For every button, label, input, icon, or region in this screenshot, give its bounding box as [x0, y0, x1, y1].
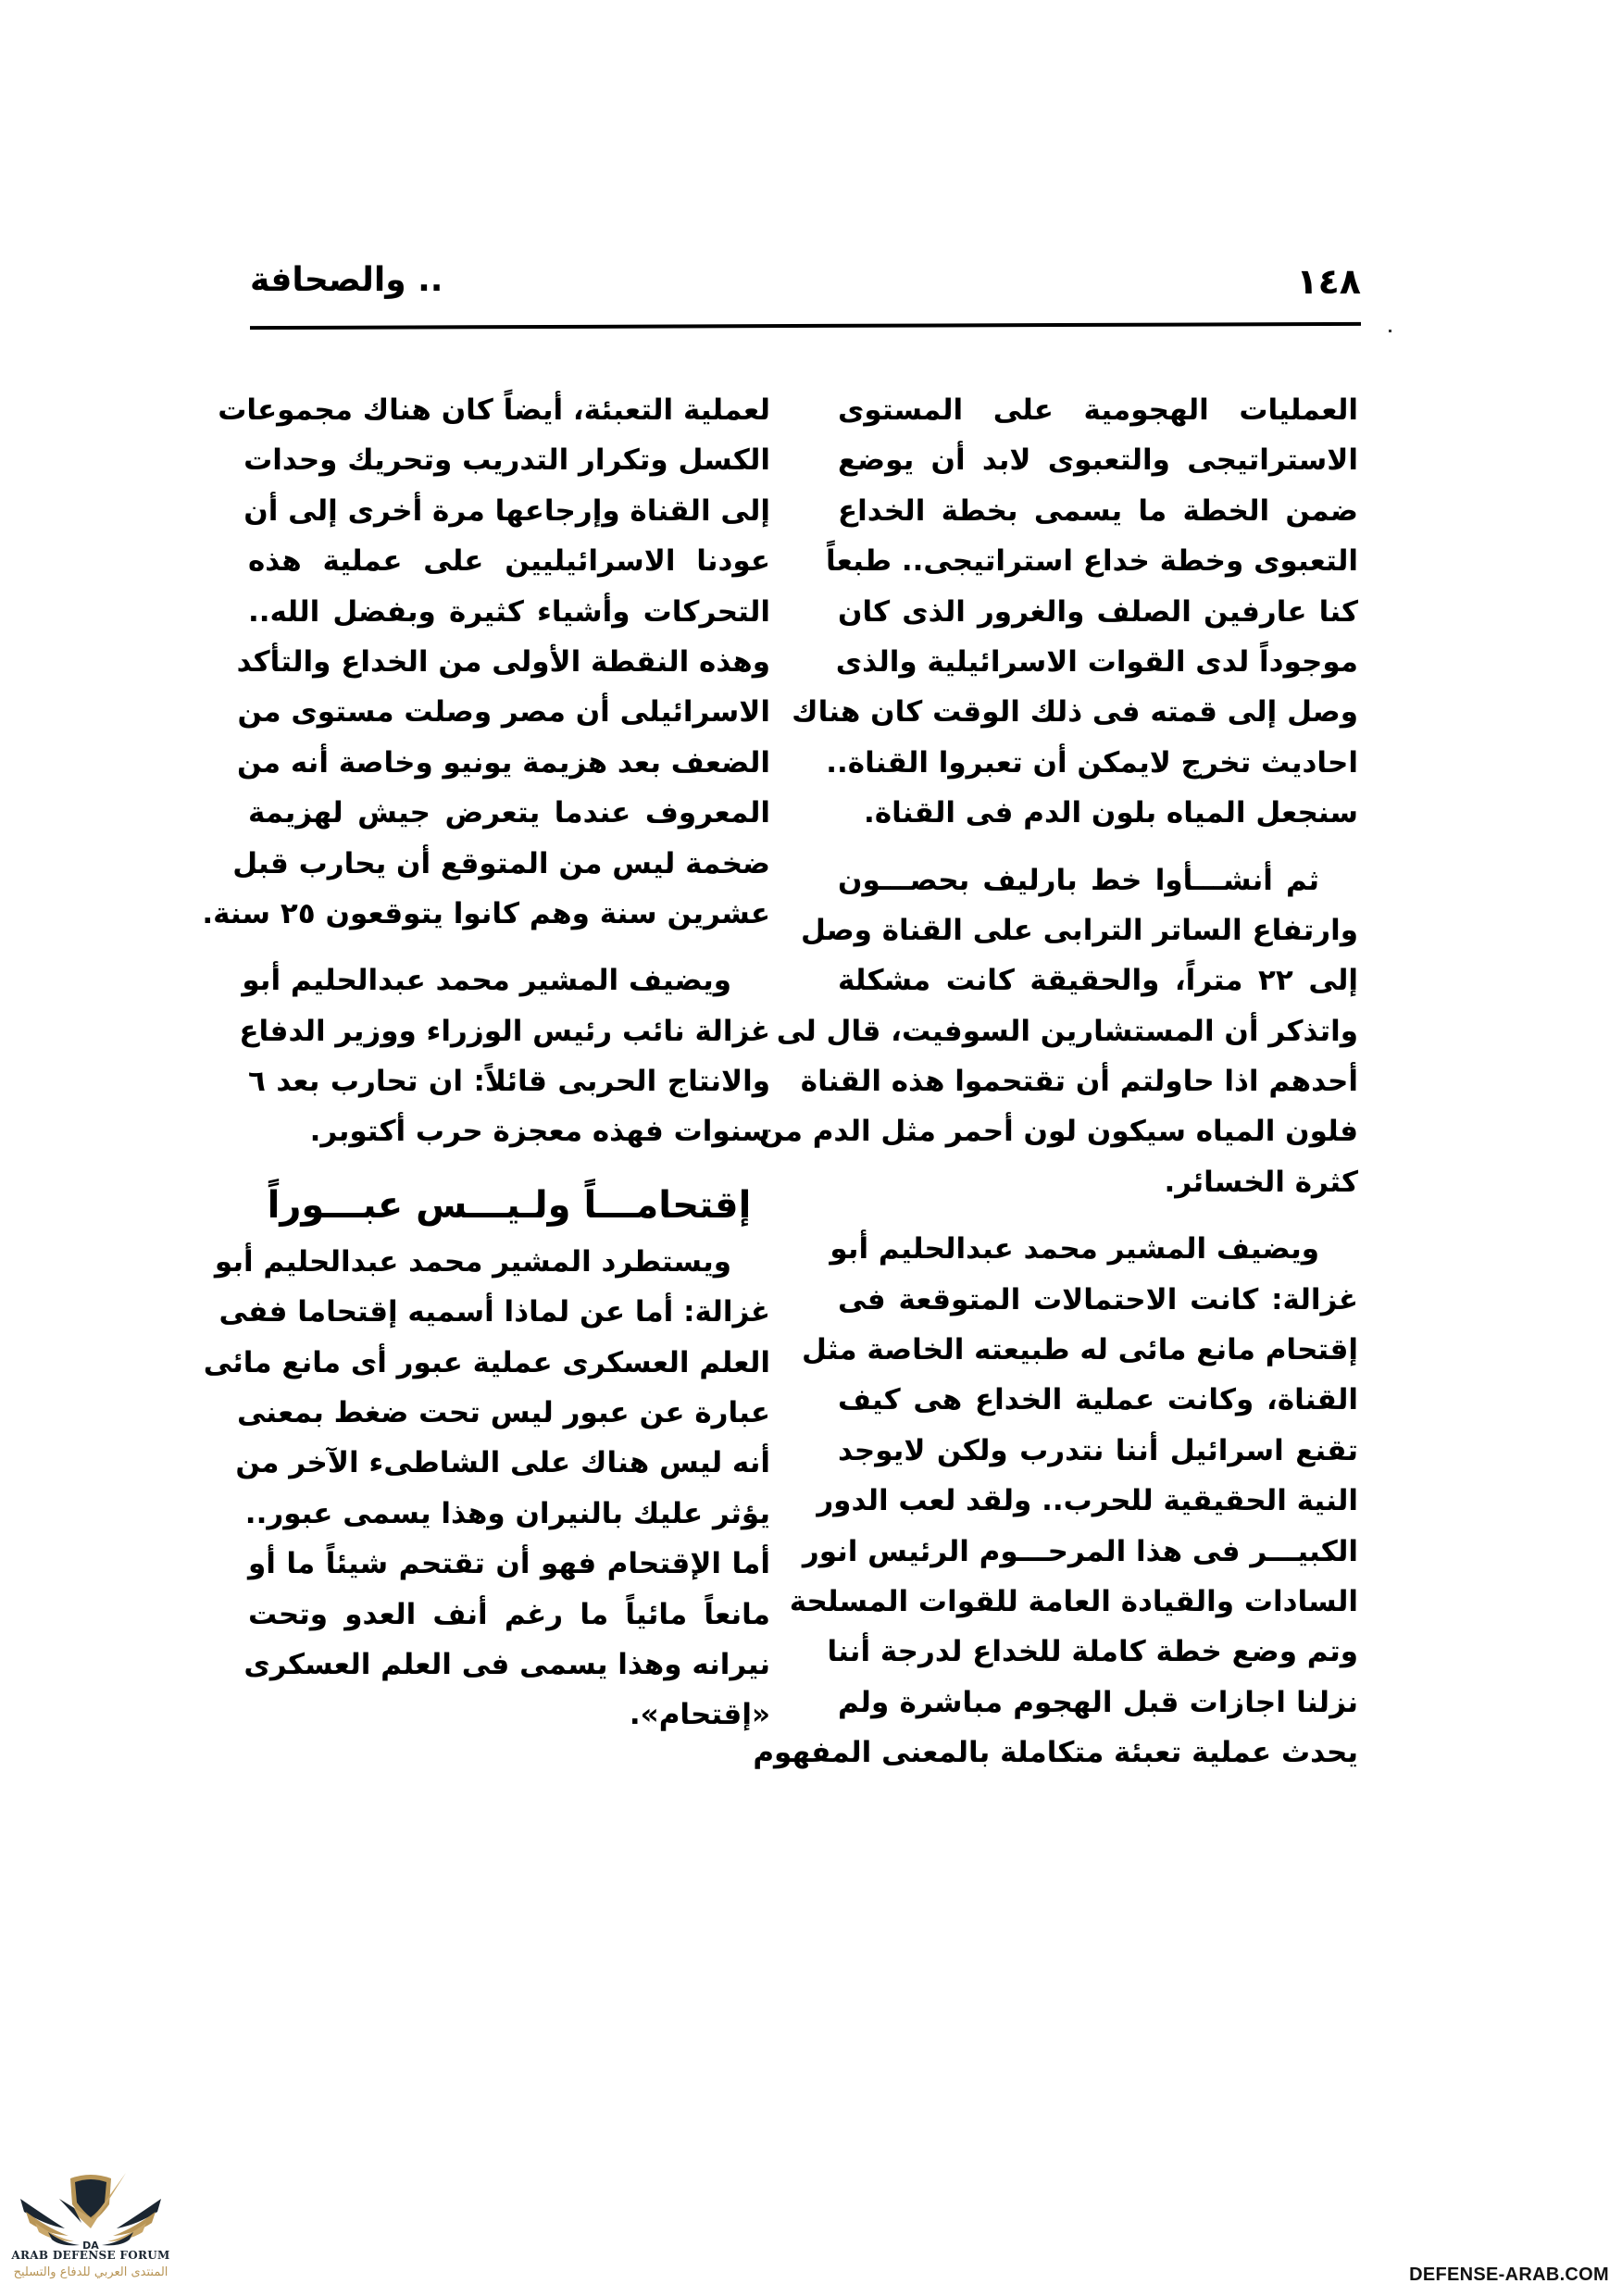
site-watermark: DEFENSE-ARAB.COM [1409, 2265, 1609, 2285]
text-line: ضخمة ليس من المتوقع أن يحارب قبل [232, 846, 770, 880]
text-line: إقتحام مانع مائى له طبيعته الخاصة مثل [802, 1333, 1358, 1367]
text-line: غزالة: أما عن لماذا أسميه إقتحاما ففى [218, 1295, 770, 1329]
text-line: «إقتحام». [629, 1698, 770, 1732]
right-column [753, 385, 1358, 1778]
header-rule [250, 322, 1361, 330]
text-line: كثرة الخسائر. [1164, 1165, 1358, 1199]
text-line: موجوداً لدى القوات الاسرائيلية والذى [835, 644, 1358, 679]
text-line: مانعاً مائياً ما رغم أنف العدو وتحت [248, 1597, 770, 1631]
text-line: القناة، وكانت عملية الخداع هى كيف [838, 1383, 1358, 1417]
text-line: الاستراتيجى والتعبوى لابد أن يوضع [838, 443, 1358, 478]
svg-text:DA: DA [82, 2240, 99, 2252]
paragraph [753, 1224, 1358, 1778]
text-line: ويضيف المشير محمد عبدالحليم أبو [830, 1232, 1319, 1267]
text-line: الكسل وتكرار التدريب وتحريك وحدات [243, 443, 770, 478]
text-line: العلم العسكرى عملية عبور أى مانع مائى [203, 1345, 770, 1379]
paragraph [758, 855, 1358, 1208]
text-line: فلون المياه سيكون لون أحمر مثل الدم من [758, 1115, 1358, 1149]
text-line: وهذه النقطة الأولى من الخداع والتأكد [236, 644, 770, 679]
text-line: عودنا الاسرائيليين على عملية هذه [248, 544, 770, 579]
paragraph [202, 385, 770, 939]
text-line: إلى ٢٢ متراً، والحقيقة كانت مشكلة [838, 964, 1358, 998]
left-column [202, 385, 770, 1741]
text-line: العمليات الهجومية على المستوى [838, 393, 1358, 427]
paragraph-gap [838, 839, 1358, 855]
text-line: وصل إلى قمته فى ذلك الوقت كان هناك [792, 695, 1358, 730]
text-line: المعروف عندما يتعرض جيش لهزيمة [248, 796, 770, 830]
text-line: احاديث تخرج لايمكن أن تعبروا القناة.. [826, 745, 1358, 780]
text-line: وارتفاع الساتر الترابى على القناة وصل [801, 913, 1358, 947]
text-line: السادات والقيادة العامة للقوات المسلحة [789, 1584, 1358, 1618]
text-line: الكبيـــر فى هذا المرحـــوم الرئيس انور [802, 1534, 1358, 1568]
text-line: نزلنا اجازات قبل الهجوم مباشرة ولم [838, 1685, 1358, 1719]
text-line: ضمن الخطة ما يسمى بخطة الخداع [838, 493, 1358, 528]
text-line: يؤثر عليك بالنيران وهذا يسمى عبور.. [244, 1496, 770, 1530]
text-line: يحدث عملية تعبئة متكاملة بالمعنى المفهوم [753, 1736, 1358, 1770]
running-title: .. والصحافة [250, 261, 443, 299]
text-line: النية الحقيقية للحرب.. ولقد لعب الدور [817, 1484, 1358, 1518]
text-line: الاسرائيلى أن مصر وصلت مستوى من [237, 695, 770, 730]
text-line: كنا عارفين الصلف والغرور الذى كان [838, 594, 1358, 629]
shield-wings-icon [7, 2171, 174, 2254]
text-line: إلى القناة وإرجاعها مرة أخرى إلى أن [243, 493, 770, 528]
logo-text-english: ARAB DEFENSE FORUM [11, 2249, 170, 2262]
text-line: واتذكر أن المستشارين السوفيت، قال لى [776, 1014, 1358, 1048]
text-line: لعملية التعبئة، أيضاً كان هناك مجموعات [218, 393, 770, 427]
text-line: عشرين سنة وهم كانوا يتوقعون ٢٥ سنة. [202, 896, 770, 930]
text-line: سنجعل المياه بلون الدم فى القناة. [864, 796, 1358, 830]
paragraph [239, 955, 770, 1157]
arab-defense-forum-logo [7, 2171, 174, 2291]
text-line: تقنع اسرائيل أننا نتدرب ولكن لايوجد [838, 1433, 1358, 1467]
text-line: وتم وضع خطة كاملة للخداع لدرجة أننا [827, 1635, 1358, 1669]
page-number: ١٤٨ [1296, 261, 1361, 302]
text-line: سنوات فهذه معجزة حرب أكتوبر. [309, 1115, 770, 1149]
scan-speck [1389, 330, 1391, 332]
text-line: أنه ليس هناك على الشاطىء الآخر من [235, 1446, 770, 1480]
text-line: غزالة نائب رئيس الوزراء ووزير الدفاع [239, 1014, 770, 1048]
text-line: الضعف بعد هزيمة يونيو وخاصة أنه من [237, 745, 770, 780]
section-heading: إقتحامـــاً ولـيـــس عبـــوراً [267, 1183, 752, 1227]
text-line: نيرانه وهذا يسمى فى العلم العسكرى [243, 1647, 770, 1681]
text-line: ويستطرد المشير محمد عبدالحليم أبو [214, 1244, 731, 1279]
text-line: غزالة: كانت الاحتمالات المتوقعة فى [838, 1282, 1358, 1316]
text-line: أما الإقتحام فهو أن تقتحم شيئاً ما أو [248, 1547, 770, 1581]
paragraph-gap [248, 939, 770, 955]
page-header [250, 261, 1361, 317]
paragraph [203, 1237, 770, 1741]
logo-text-arabic: المنتدى العربي للدفاع والتسليح [13, 2265, 168, 2279]
text-line: التحركات وأشياء كثيرة وبفضل الله.. [248, 594, 770, 629]
paragraph [792, 385, 1358, 839]
text-line: ثم أنشـــأوا خط بارليف بحصـــون [838, 863, 1319, 897]
text-line: التعبوى وخطة خداع استراتيجى.. طبعاً [826, 544, 1358, 579]
text-line: والانتاج الحربى قائلاً: ان تحارب بعد ٦ [248, 1065, 770, 1099]
text-line: ويضيف المشير محمد عبدالحليم أبو [242, 964, 731, 998]
text-line: أحدهم اذا حاولتم أن تقتحموا هذه القناة [800, 1065, 1358, 1099]
paragraph-gap [838, 1207, 1358, 1224]
text-line: عبارة عن عبور ليس تحت ضغط بمعنى [236, 1396, 770, 1430]
